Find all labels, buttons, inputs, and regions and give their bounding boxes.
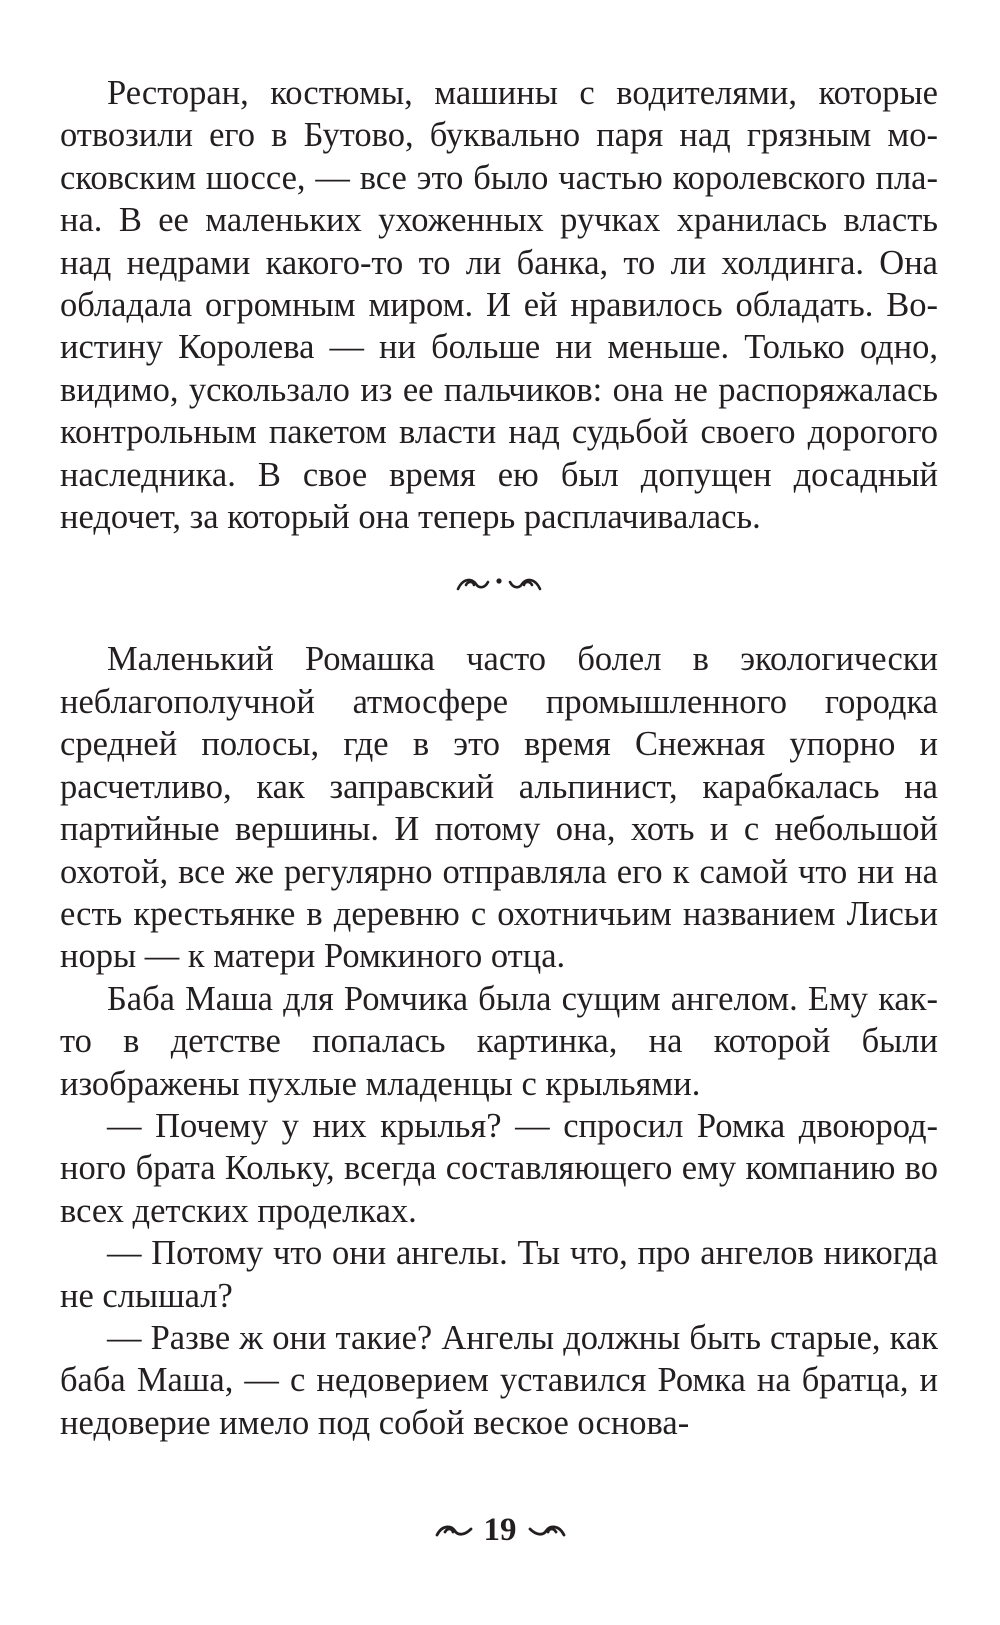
fleuron-divider-icon [454, 572, 544, 596]
dialogue-line-1: — Почему у них крылья? — спросил Ромка двоюродного брата Кольку, всегда составляющего ему компанию во всех детских проделках. [60, 1106, 938, 1230]
dialogue-line-2: — Потому что они ангелы. Ты что, про ангелов никогда не слышал? [60, 1234, 938, 1315]
fleuron-left-icon [434, 1521, 474, 1541]
section-break-ornament [60, 560, 938, 608]
page-footer [0, 1512, 1000, 1549]
book-page [60, 72, 938, 1444]
paragraph-3: Баба Маша для Ромчика была сущим ангелом. Ему как-то в детстве попалась картинка, на которой были изображены пухлые младенцы с крыльями. [60, 979, 938, 1103]
dialogue-line-3: — Разве ж они такие? Ангелы должны быть старые, как баба Маша, — с недоверием уставился Ромка на братца, и недоверие имело под собой веское основа- [60, 1318, 938, 1442]
page-number: 19 [483, 1512, 517, 1548]
fleuron-right-icon [527, 1521, 567, 1541]
paragraph-1: Ресторан, костюмы, машины с водителями, которые отвозили его в Бутово, буквально паря над грязным московским шоссе, — все это было частью королевского плана. В ее маленьких ухоженных ручках хранилась власть над недрами какого-то то ли банка, то ли холдинга. Она обладала огромным миром. И ей нравилось обладать. Воистину Королева — ни больше ни меньше. Только одно, видимо, ускользало из ее пальчиков: она не распоряжалась контрольным пакетом власти над судьбой своего дорогого наследника. В свое время ею был допущен досадный недочет, за который она теперь расплачивалась. [60, 74, 938, 537]
paragraph-2: Маленький Ромашка часто болел в экологически неблагополучной атмосфере промышленного городка средней полосы, где в это время Снежная упорно и расчетливо, как заправский альпинист, карабкалась на партийные вершины. И потому она, хоть и с небольшой охотой, все же регулярно отправляла его к самой что ни на есть крестьянке в деревню с охотничьим названием Лисьи норы — к матери Ромкиного отца. [60, 640, 938, 976]
